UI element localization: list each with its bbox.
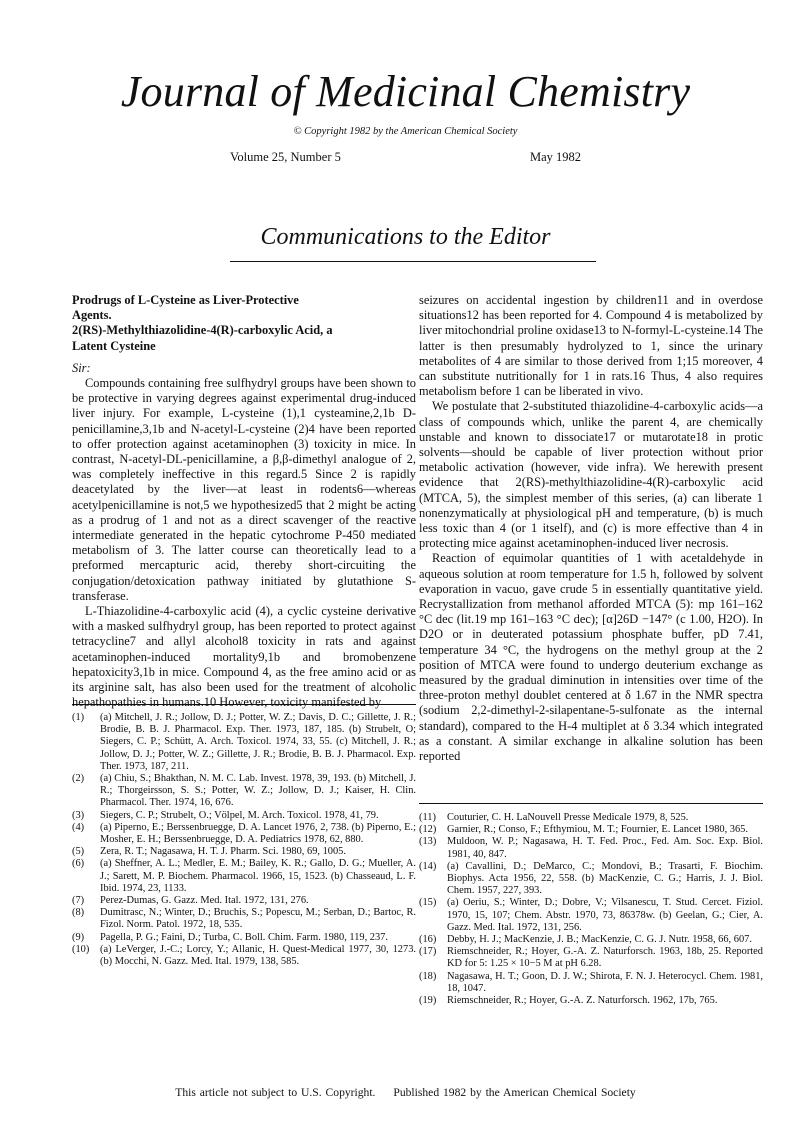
footnote-item <box>72 858 416 895</box>
footnote-number: (5) <box>72 846 85 858</box>
footnote-item <box>419 934 763 946</box>
footnote-item <box>419 897 763 934</box>
footnote-item <box>419 824 763 836</box>
footnote-item <box>419 861 763 898</box>
footnote-number: (1) <box>72 712 85 723</box>
body-paragraph: seizures on accidental ingestion by children11 and in overdose situations12 has been reported for 4. Compound 4 is metabolized by liver mitochondrial proline oxidase13 to N-formyl-L-cysteine.14 The latter is then presumably hydrolyzed to 1, since the urinary metabolites of 4 are similar to those derived from 1;15 moreover, 4 can substitute nutritionally for 1 in rats.16 Thus, 4 also requires metabolism before 1 can be liberated in vivo. <box>419 293 763 399</box>
article-title-line: Agents. <box>72 308 112 323</box>
section-title: Communications to the Editor <box>260 224 551 250</box>
footnotes-left <box>72 712 416 968</box>
footnote-text: (a) Oeriu, S.; Winter, D.; Dobre, V.; Vilsanescu, T. Stud. Cercet. Fiziol. 1970, 15, 107; Chem. Abstr. 1970, 73, 86378w. (b) Geelan, G.; Cier, A. Gazz. Med. Ital. 1972, 131, 256. <box>447 897 763 933</box>
article-title-line: Prodrugs of L-Cysteine as Liver-Protective <box>72 293 299 307</box>
footnote-item <box>419 995 763 1007</box>
footnote-item <box>72 822 416 846</box>
salutation: Sir: <box>72 360 91 375</box>
footnote-item <box>72 773 416 810</box>
footnote-text: Couturier, C. H. LaNouvell Presse Medicale 1979, 8, 525. <box>447 812 689 823</box>
issue-date: May 1982 <box>529 150 581 164</box>
footnote-text: (a) Mitchell, J. R.; Jollow, D. J.; Potter, W. Z.; Davis, D. C.; Gillette, J. R.; Brodie, B. B. J. Pharmacol. Exp. Ther. 1973, 187, 185. (b) Strubelt, O; Siegers, C. P.; Schütt, A. Arch. Toxicol. 1974, 33, 55. (c) Mitchell, J. R.; Jollow, D. J.; Potter, W. Z.; Gillette, J. R.; Brodie, B. B. J. Pharmacol. Exp. Ther. 1973, 187, 211. <box>100 712 416 772</box>
footnote-text: (a) Chiu, S.; Bhakthan, N. M. C. Lab. Invest. 1978, 39, 193. (b) Mitchell, J. R.; Thorgeirsson, S. S.; Potter, W. Z.; Jollow, D. J.; Kaiser, H. Clin. Pharmacol. Ther. 1974, 16, 676. <box>100 773 416 809</box>
footnote-text: Riemschneider, R.; Hoyer, G.-A. Z. Naturforsch. 1963, 18b, 25. Reported KD for 5: 1.25 × 10−5 M at pH 6.28. <box>447 946 763 970</box>
footnote-number: (18) <box>419 970 437 982</box>
body-paragraph: Compounds containing free sulfhydryl groups have been shown to be protective in varying degrees against experimental drug-induced liver injury. For example, L-cysteine (1),1 cysteamine,2,1b D-penicillamine,3,1b and N-acetyl-L-cysteine (2)4 have been reported to offer protection against acetaminophen (3) toxicity in mice. In contrast, N-acetyl-DL-penicillamine, a β,β-dimethyl analogue of 2, was completely ineffective in this regard.5 Since 2 is rapidly deacetylated by the liver—at least in rodents6—whereas acetylpenicillamine is not,5 we hypothesized5 that 2 might be acting as a prodrug of 1 and not as a direct scavenger of the reactive intermediate generated in the hepatic cytochrome P-450 mediated metabolism of 3. The latter course can theoretically lead to a preformed mercapturic acid, thereby short-circuiting the conjugation/detoxication pathway initiated by glutathione S-transferase. <box>72 376 416 603</box>
footnote-item <box>72 895 416 907</box>
copyright-line: © Copyright 1982 by the American Chemical Society <box>293 126 518 137</box>
footnote-number: (19) <box>419 995 437 1007</box>
publisher-notice: Published 1982 by the American Chemical Society <box>393 1086 636 1099</box>
footnote-number: (10) <box>72 943 90 955</box>
footnote-number: (13) <box>419 836 437 848</box>
footnote-item <box>419 836 763 860</box>
footnote-text: (a) Piperno, E.; Berssenbruegge, D. A. Lancet 1976, 2, 738. (b) Piperno, E.; Mosher, E. H.; Berssenbruegge, D. A. Pediatrics 1978, 62, 880. <box>100 821 416 846</box>
footnote-number: (15) <box>419 897 437 909</box>
body-paragraph: We postulate that 2-substituted thiazolidine-4-carboxylic acids—a class of compounds which, unlike the parent 4, are chemically unstable and known to dissociate17 or mutarotate18 in protic solvents—should be capable of liver protection without prior metabolic activation (however, vide infra). We herewith present evidence that 2(RS)-methylthiazolidine-4(R)-carboxylic acid (MTCA, 5), the simplest member of this series, (a) can liberate 1 nonenzymatically at physiological pH and temperature, (b) is much less toxic than 4 (or 1 itself), and (c) is more effective than 4 in protecting mice against acetaminophen-induced liver necrosis. <box>419 399 763 551</box>
journal-title: Journal of Medicinal Chemistry <box>120 67 691 116</box>
footnote-number: (7) <box>72 895 85 907</box>
footnote-text: Debby, H. J.; MacKenzie, J. B.; MacKenzie, C. G. J. Nutr. 1958, 66, 607. <box>447 934 752 946</box>
footnote-number: (9) <box>72 931 85 943</box>
section-rule <box>230 261 596 262</box>
footnote-text: Riemschneider, R.; Hoyer, G.-A. Z. Naturforsch. 1962, 17b, 765. <box>447 995 718 1007</box>
footnote-number: (17) <box>419 946 437 958</box>
footnote-number: (3) <box>72 809 85 821</box>
footnote-text: (a) Sheffner, A. L.; Medler, E. M.; Bailey, K. R.; Gallo, D. G.; Mueller, A. J.; Sarett, M. P. Biochem. Pharmacol. 1966, 15, 1523. (b) Chasseaud, L. F. Ibid. 1974, 23, 1133. <box>100 858 416 894</box>
footnote-item <box>72 907 416 931</box>
article-title-line: 2(RS)-Methylthiazolidine-4(R)-carboxylic Acid, a <box>72 323 333 338</box>
footnote-text: Dumitrasc, N.; Winter, D.; Bruchis, S.; Popescu, M.; Serban, D.; Bartoc, R. Fizol. Norm. Patol. 1972, 18, 535. <box>100 907 416 931</box>
footnote-divider-left <box>72 704 416 705</box>
footnote-number: (16) <box>419 934 437 946</box>
footnote-number: (4) <box>72 821 85 833</box>
footnote-item <box>72 712 416 773</box>
footnote-text: Garnier, R.; Conso, F.; Efthymiou, M. T.; Fournier, E. Lancet 1980, 365. <box>447 824 748 836</box>
footnote-text: Nagasawa, H. T.; Goon, D. J. W.; Shirota, F. N. J. Heterocycl. Chem. 1981, 18, 1047. <box>447 970 763 994</box>
footnote-number: (11) <box>419 812 436 823</box>
body-paragraph: L-Thiazolidine-4-carboxylic acid (4), a cyclic cysteine derivative with a masked sulfhydryl group, has been reported to protect against tetracycline7 and allyl alcohol8 toxicity in rats and against acetaminophen-induced mortality9,1b and bromobenzene hepatoxicity3,1b in mice. Compound 4, as the free amino acid or as its arginine salt, has also been used for the treatment of alcoholic hepathopathies in humans.10 However, toxicity manifested by <box>72 604 416 710</box>
footnote-divider-right <box>419 803 763 804</box>
footnote-text: Siegers, C. P.; Strubelt, O.; Völpel, M. Arch. Toxicol. 1978, 41, 79. <box>100 809 379 821</box>
copyright-notice: This article not subject to U.S. Copyright. <box>175 1086 376 1099</box>
footnote-number: (14) <box>419 860 437 872</box>
footnote-text: Zera, R. T.; Nagasawa, H. T. J. Pharm. Sci. 1980, 69, 1005. <box>100 846 346 858</box>
footnote-number: (12) <box>419 824 437 836</box>
footnotes-right <box>419 812 763 1007</box>
footnote-number: (6) <box>72 858 85 870</box>
body-paragraph: Reaction of equimolar quantities of 1 with acetaldehyde in aqueous solution at room temperature for 1.5 h, followed by solvent evaporation in vacuo, gave crude 5 in essentially quantitative yield. Recrystallization from methanol afforded MTCA (5): mp 161–162 °C dec (lit.19 mp 161–163 °C dec); [α]26D −147° (c 1.00, H2O). In D2O or in deuterated potassium phosphate buffer, pD 7.41, temperature 34 °C, the hydrogens on the methyl group at the 2 position of MTCA were found to undergo deuterium exchange as measured by the gradual diminution in intensities over time of the three-proton methyl doublet centered at δ 1.67 in the NMR spectra (sodium 2,2-dimethyl-2-silapentane-5-sulfonate as the internal standard), compared to the H-4 multiplet at δ 3.34 which integrated as a constant. A similar exchange in alkaline solution has been reported <box>419 551 763 764</box>
article-title-line: Latent Cysteine <box>72 338 156 353</box>
footnote-text: (a) Cavallini, D.; DeMarco, C.; Mondovi, B.; Trasarti, F. Biochim. Biophys. Acta 1956, 22, 558. (b) MacKenzie, C. G.; Harris, J. J. Biol. Chem. 1957, 227, 393. <box>447 860 763 897</box>
footnote-item <box>72 810 416 822</box>
footnote-item <box>72 932 416 944</box>
footnote-item <box>72 944 416 968</box>
footnote-item <box>419 946 763 970</box>
footnote-number: (8) <box>72 907 85 919</box>
footnote-text: Muldoon, W. P.; Nagasawa, H. T. Fed. Proc., Fed. Am. Soc. Exp. Biol. 1981, 40, 847. <box>447 836 763 860</box>
footnote-number: (2) <box>72 773 85 785</box>
right-column <box>419 293 763 764</box>
volume-number: Volume 25, Number 5 <box>230 150 341 164</box>
footnote-item <box>72 846 416 858</box>
footnote-text: Pagella, P. G.; Faini, D.; Turba, C. Boll. Chim. Farm. 1980, 119, 237. <box>100 931 388 943</box>
article-title <box>72 293 416 354</box>
footnote-item <box>419 971 763 995</box>
footnote-text: Perez-Dumas, G. Gazz. Med. Ital. 1972, 131, 276. <box>100 895 309 907</box>
footnote-text: (a) LeVerger, J.-C.; Lorcy, Y.; Allanic, H. Quest-Medical 1977, 30, 1273. (b) Mocchi, N. Gazz. Med. Ital. 1979, 138, 585. <box>100 943 416 968</box>
page-footer <box>0 1086 811 1099</box>
footnote-item <box>419 812 763 824</box>
left-column <box>72 293 416 710</box>
